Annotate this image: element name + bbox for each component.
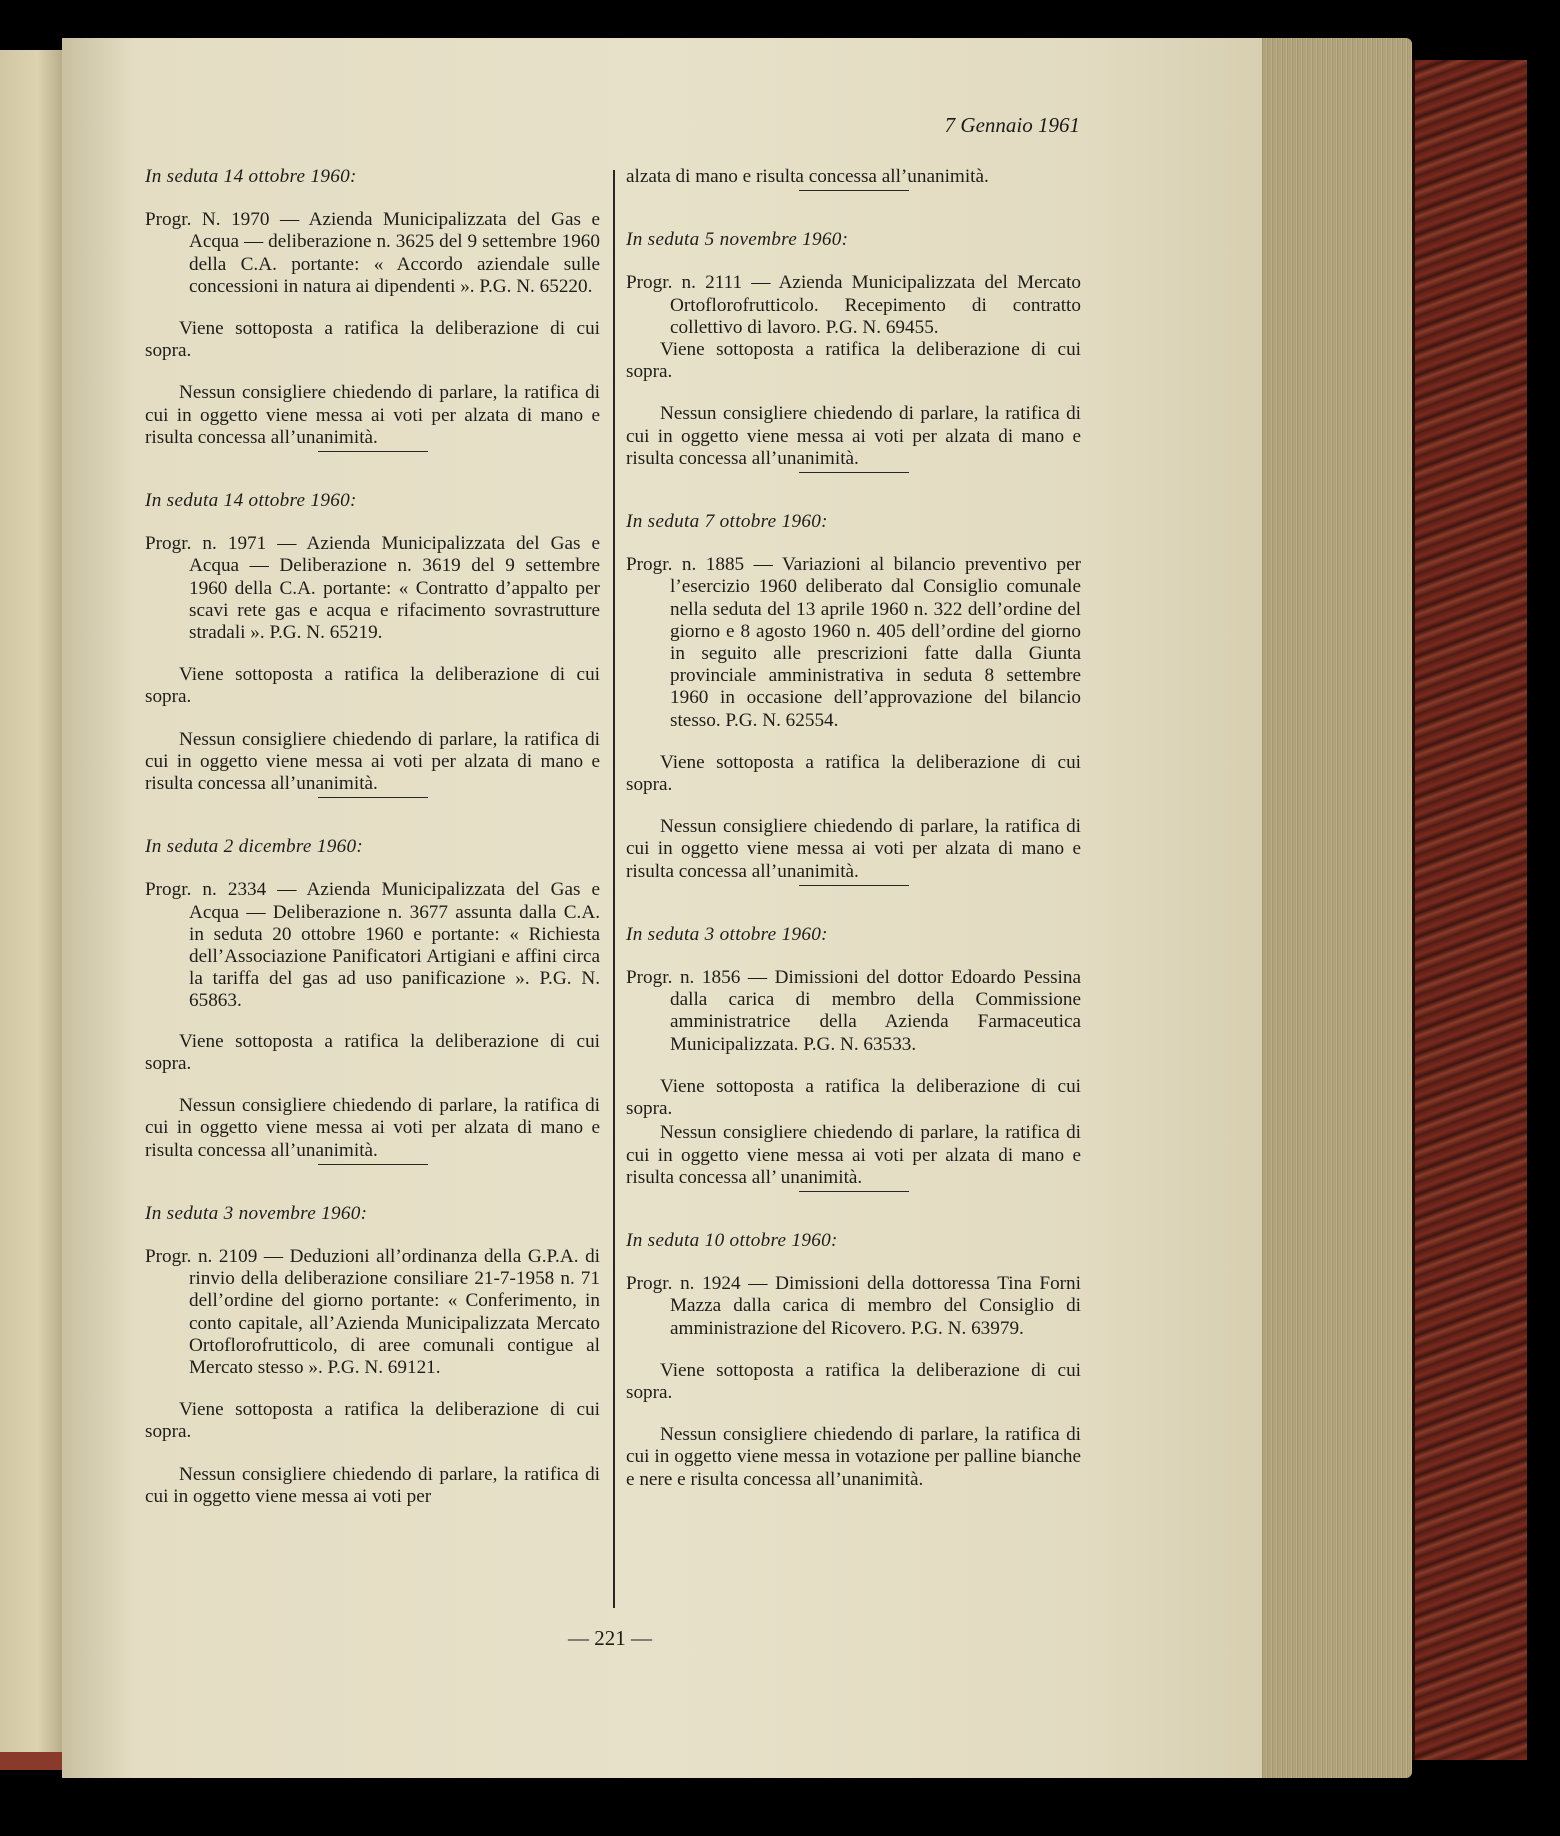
running-header-date: 7 Gennaio 1961 [944,113,1080,137]
vote-paragraph: Nessun consigliere chiedendo di parlare, la ratifica di cui in oggetto viene messa ai voti per alzata di mano e risulta concessa all’unanimità. [626,403,1081,469]
sitting-heading: In seduta 10 ottobre 1960: [626,1229,838,1251]
page-number: — 221 — [568,1626,652,1650]
vote-paragraph: Nessun consigliere chiedendo di parlare, la ratifica di cui in oggetto viene messa ai voti per alzata di mano e risulta concessa all’ unanimità. [626,1122,1081,1188]
vote-paragraph: Nessun consigliere chiedendo di parlare, la ratifica di cui in oggetto viene messa ai voti per alzata di mano e risulta concessa all’unanimità. [145,728,600,795]
sitting-heading: In seduta 14 ottobre 1960: [145,490,357,512]
sitting-heading: In seduta 3 ottobre 1960: [626,923,828,945]
section-separator [318,1164,428,1165]
ratification-paragraph: Viene sottoposta a ratifica la deliberazione di cui sopra. [626,1075,1081,1120]
ratification-paragraph: Viene sottoposta a ratifica la deliberazione di cui sopra. [145,318,600,362]
vote-paragraph: Nessun consigliere chiedendo di parlare, la ratifica di cui in oggetto viene messa in votazione per palline bianche e nere e risulta concessa all’unanimità. [626,1424,1081,1490]
section-separator [799,472,909,473]
deliberation-entry: Progr. n. 2109 — Deduzioni all’ordinanza della G.P.A. di rinvio della deliberazione consiliare 21-7-1958 n. 71 dell’ordine del giorno portante: « Conferimento, in conto capitale, all’Azienda Municipalizzata Mercato Ortoflorofrutticolo, di aree comunali contigue al Mercato stesso ». P.G. N. 69121. [145,1245,600,1378]
deliberation-entry: Progr. n. 2111 — Azienda Municipalizzata del Mercato Ortoflorofrutticolo. Recepimento di contratto collettivo di lavoro. P.G. N. 69455. [626,272,1081,338]
ratification-paragraph: Viene sottoposta a ratifica la deliberazione di cui sopra. [145,1030,600,1074]
sitting-heading: In seduta 7 ottobre 1960: [626,511,828,533]
deliberation-entry: Progr. N. 1970 — Azienda Municipalizzata del Gas e Acqua — deliberazione n. 3625 del 9 settembre 1960 della C.A. portante: « Accordo aziendale sulle concessioni in natura ai dipendenti ». P.G. N. 65220. [145,209,600,297]
vote-paragraph: Nessun consigliere chiedendo di parlare, la ratifica di cui in oggetto viene messa ai voti per [145,1463,600,1507]
section-separator [799,1191,909,1192]
deliberation-entry: Progr. n. 1971 — Azienda Municipalizzata del Gas e Acqua — Deliberazione n. 3619 del 9 settembre 1960 della C.A. portante: « Contratto d’appalto per scavi rete gas e acqua e rifacimento sovrastrutture stradali ». P.G. N. 65219. [145,533,600,644]
deliberation-entry: Progr. n. 2334 — Azienda Municipalizzata del Gas e Acqua — Deliberazione n. 3677 assunta dalla C.A. in seduta 20 ottobre 1960 e portante: « Richiesta dell’Associazione Panificatori Artigiani e affini circa la tariffa del gas ad uso panificazione ». P.G. N. 65863. [145,879,600,1012]
deliberation-entry: Progr. n. 1885 — Variazioni al bilancio preventivo per l’esercizio 1960 deliberato dal Consiglio comunale nella seduta del 13 aprile 1960 n. 322 dell’ordine del giorno e 8 agosto 1960 n. 405 dell’ordine del giorno in seguito alle prescrizioni fatte dalla Giunta provinciale amministrativa in seduta 8 settembre 1960 in occasione dell’approvazione del bilancio stesso. P.G. N. 62554. [626,554,1081,731]
left-column [145,166,600,1508]
facing-page-edge [0,50,64,1770]
section-separator [799,190,909,191]
sitting-heading: In seduta 3 novembre 1960: [145,1202,368,1224]
right-column [626,166,1081,1491]
deliberation-entry: Progr. n. 1856 — Dimissioni del dottor Edoardo Pessina dalla carica di membro della Commissione amministratrice della Azienda Farmaceutica Municipalizzata. P.G. N. 63533. [626,967,1081,1055]
sitting-heading: In seduta 14 ottobre 1960: [145,166,357,187]
deliberation-entry: Progr. n. 1924 — Dimissioni della dottoressa Tina Forni Mazza dalla carica di membro del Consiglio di amministrazione del Ricovero. P.G. N. 63979. [626,1273,1081,1339]
ratification-paragraph: Viene sottoposta a ratifica la deliberazione di cui sopra. [145,664,600,708]
sitting-heading: In seduta 2 dicembre 1960: [145,836,364,858]
ratification-paragraph: Viene sottoposta a ratifica la deliberazione di cui sopra. [145,1399,600,1443]
marbled-cover [1412,60,1527,1760]
column-divider [613,170,615,1608]
page-block-edges [1262,38,1412,1778]
vote-paragraph: Nessun consigliere chiedendo di parlare, la ratifica di cui in oggetto viene messa ai voti per alzata di mano e risulta concessa all’unanimità. [145,382,600,448]
section-separator [318,451,428,452]
ratification-paragraph: Viene sottoposta a ratifica la deliberazione di cui sopra. [626,339,1081,383]
ratification-paragraph: Viene sottoposta a ratifica la deliberazione di cui sopra. [626,1359,1081,1403]
section-separator [318,797,428,798]
continued-paragraph: alzata di mano e risulta concessa all’unanimità. [626,166,989,187]
vote-paragraph: Nessun consigliere chiedendo di parlare, la ratifica di cui in oggetto viene messa ai voti per alzata di mano e risulta concessa all’unanimità. [626,816,1081,882]
section-separator [799,885,909,886]
ratification-paragraph: Viene sottoposta a ratifica la deliberazione di cui sopra. [626,751,1081,796]
sitting-heading: In seduta 5 novembre 1960: [626,229,849,251]
vote-paragraph: Nessun consigliere chiedendo di parlare, la ratifica di cui in oggetto viene messa ai voti per alzata di mano e risulta concessa all’unanimità. [145,1095,600,1161]
